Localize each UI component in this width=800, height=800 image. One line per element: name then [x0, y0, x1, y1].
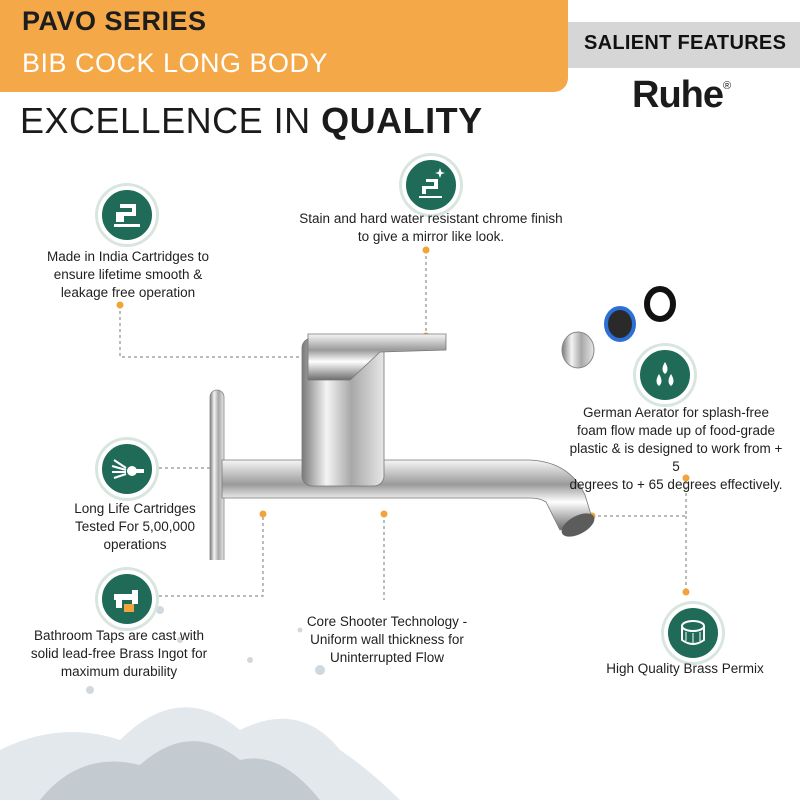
feature-line: High Quality Brass Permix [606, 661, 764, 676]
feature-line: Uninterrupted Flow [329, 650, 445, 665]
tap-icon [98, 570, 156, 628]
series-title: PAVO SERIES [22, 6, 207, 36]
brass-permix-icon [664, 604, 722, 662]
feature-line: Made in India Cartridges to [46, 249, 210, 264]
feature-long-life-cartridges [50, 500, 220, 554]
product-subtitle: BIB COCK LONG BODY [22, 48, 329, 78]
feature-line: leakage free operation [60, 285, 196, 300]
feature-line: to give a mirror like look. [357, 229, 505, 244]
feature-line: Uniform wall thickness for [310, 632, 464, 647]
feature-line: degrees to + 65 degrees effectively. [569, 477, 783, 492]
feature-core-shooter [292, 613, 482, 667]
feature-line: maximum durability [60, 664, 178, 679]
shower-icon [98, 440, 156, 498]
feature-line: Bathroom Taps are cast with [33, 628, 205, 643]
connector-dot [117, 302, 124, 309]
connector-dot [423, 247, 430, 254]
aerator-insert [606, 308, 634, 340]
body-spout [222, 460, 592, 530]
feature-line: Core Shooter Technology - [306, 614, 468, 629]
feature-chrome-finish [286, 210, 576, 246]
feature-line: foam flow made up of food-grade [576, 423, 776, 438]
feature-brass-body [24, 627, 214, 681]
connector-dot [683, 589, 690, 596]
rubber-washer [647, 289, 673, 319]
sparkle-faucet-icon [402, 156, 460, 214]
feature-line: ensure lifetime smooth & [53, 267, 203, 282]
feature-made-in-india-cartridges [28, 248, 228, 302]
tagline-prefix: EXCELLENCE IN [20, 100, 322, 141]
water-drops-icon [636, 346, 694, 404]
faucet-icon [98, 186, 156, 244]
feature-line: solid lead-free Brass Ingot for [30, 646, 208, 661]
feature-line: Long Life Cartridges [74, 501, 196, 516]
feature-line: plastic & is designed to work from + 5 [569, 441, 783, 474]
bib-cock-illustration [200, 320, 600, 560]
feature-line: Tested For 5,00,000 operations [74, 519, 196, 552]
salient-features-label: SALIENT FEATURES [584, 32, 787, 54]
tagline-emphasis: QUALITY [321, 100, 483, 141]
feature-line: Stain and hard water resistant chrome finish [299, 211, 563, 226]
feature-german-aerator [566, 404, 786, 494]
feature-line: German Aerator for splash-free [582, 405, 770, 420]
aerator-shell [562, 332, 594, 368]
registered-mark: ® [723, 80, 731, 92]
feature-brass-permix [600, 660, 770, 678]
brand-name: Ruhe [632, 74, 723, 116]
